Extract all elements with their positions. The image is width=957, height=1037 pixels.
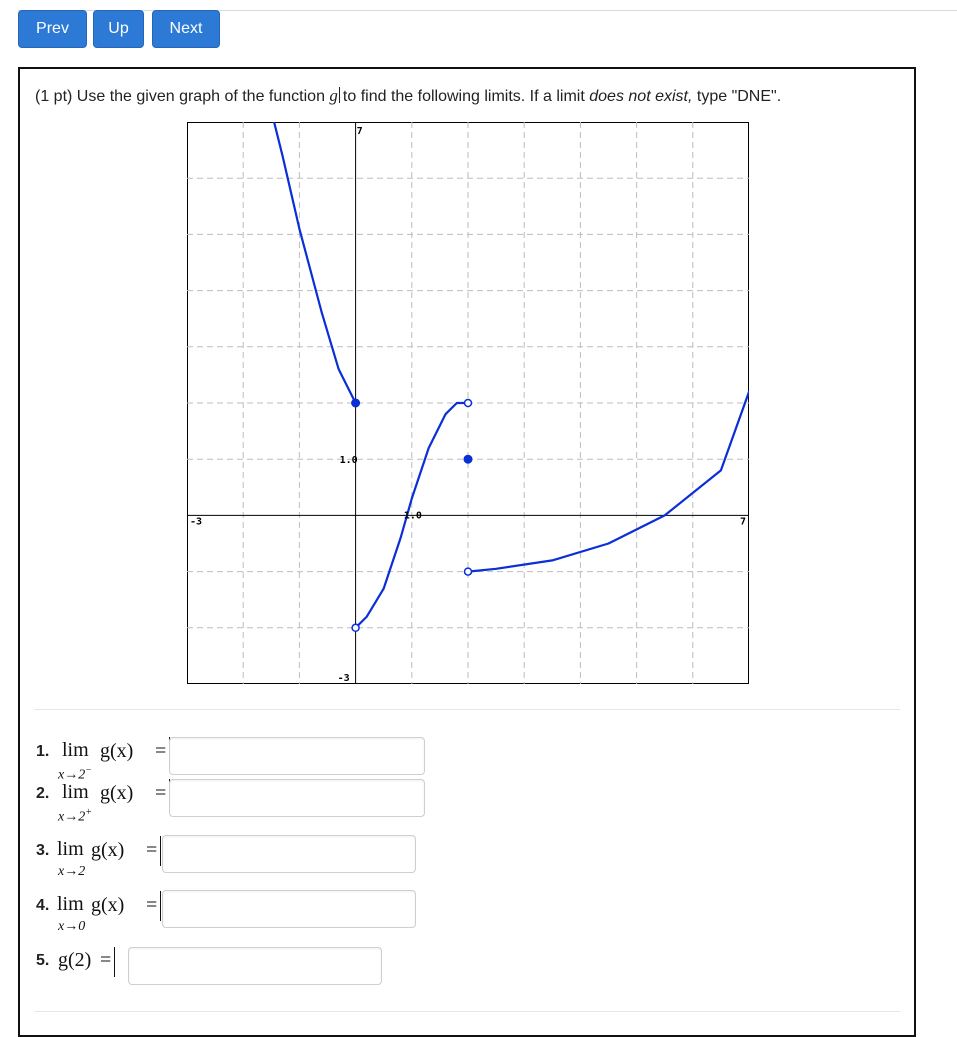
equals-sign: = xyxy=(155,782,167,804)
prompt-text-3: type "DNE". xyxy=(696,88,782,105)
x-axis-min-label: -3 xyxy=(190,516,203,528)
answer-input-4[interactable] xyxy=(162,890,416,928)
closed-point xyxy=(352,399,360,407)
y-axis-min-label: -3 xyxy=(337,673,350,684)
up-button[interactable]: Up xyxy=(93,10,144,48)
limit-operator: lim xyxy=(57,893,84,915)
equals-sign: = xyxy=(146,894,158,916)
function-expression: g(x) xyxy=(100,782,134,804)
equals-sign: = xyxy=(100,949,112,971)
question-number: 3. xyxy=(36,842,50,859)
open-point xyxy=(465,568,472,575)
answer-input-3[interactable] xyxy=(162,835,416,873)
x-axis-max-label: 7 xyxy=(740,516,747,528)
limit-subscript: x→2+ xyxy=(58,807,92,825)
limit-subscript: x→2 xyxy=(58,864,86,879)
points-label: (1 pt) xyxy=(35,88,73,105)
open-point xyxy=(465,400,472,407)
function-expression: g(x) xyxy=(91,839,125,861)
text-caret xyxy=(114,947,115,977)
function-expression: g(2) xyxy=(58,949,92,971)
limit-operator: lim xyxy=(62,739,89,761)
limit-subscript: x→0 xyxy=(58,919,86,934)
equals-sign: = xyxy=(155,740,167,762)
limit-subscript: x→2− xyxy=(58,765,92,783)
question-number: 5. xyxy=(36,952,50,969)
prev-button[interactable]: Prev xyxy=(18,10,87,48)
closed-point xyxy=(464,455,472,463)
question-number: 2. xyxy=(36,785,50,802)
text-caret xyxy=(160,891,161,921)
prompt-text-1: Use the given graph of the function xyxy=(76,88,325,105)
function-name: g xyxy=(329,86,338,105)
answer-input-5[interactable] xyxy=(128,947,382,985)
problem-panel xyxy=(18,67,916,1037)
text-caret xyxy=(339,87,340,103)
equals-sign: = xyxy=(146,839,158,861)
text-caret xyxy=(160,836,161,866)
answer-input-2[interactable] xyxy=(169,779,425,817)
prompt-text-2: to find the following limits. If a limit xyxy=(342,88,585,105)
answer-input-1[interactable] xyxy=(169,737,425,775)
problem-prompt xyxy=(35,86,781,106)
y-axis-max-label: 7 xyxy=(356,126,363,137)
divider xyxy=(34,709,900,710)
function-graph xyxy=(187,122,749,684)
prompt-emphasis: does not exist, xyxy=(589,88,693,105)
x-tick-label: 1.0 xyxy=(403,510,422,522)
open-point xyxy=(352,624,359,631)
y-tick-label: 1.0 xyxy=(339,455,358,467)
function-expression: g(x) xyxy=(91,894,125,916)
divider xyxy=(34,1011,900,1012)
question-number: 4. xyxy=(36,897,50,914)
next-button[interactable]: Next xyxy=(152,10,220,48)
function-expression: g(x) xyxy=(100,740,134,762)
question-number: 1. xyxy=(36,743,50,760)
limit-operator: lim xyxy=(62,781,89,803)
limit-operator: lim xyxy=(57,838,84,860)
